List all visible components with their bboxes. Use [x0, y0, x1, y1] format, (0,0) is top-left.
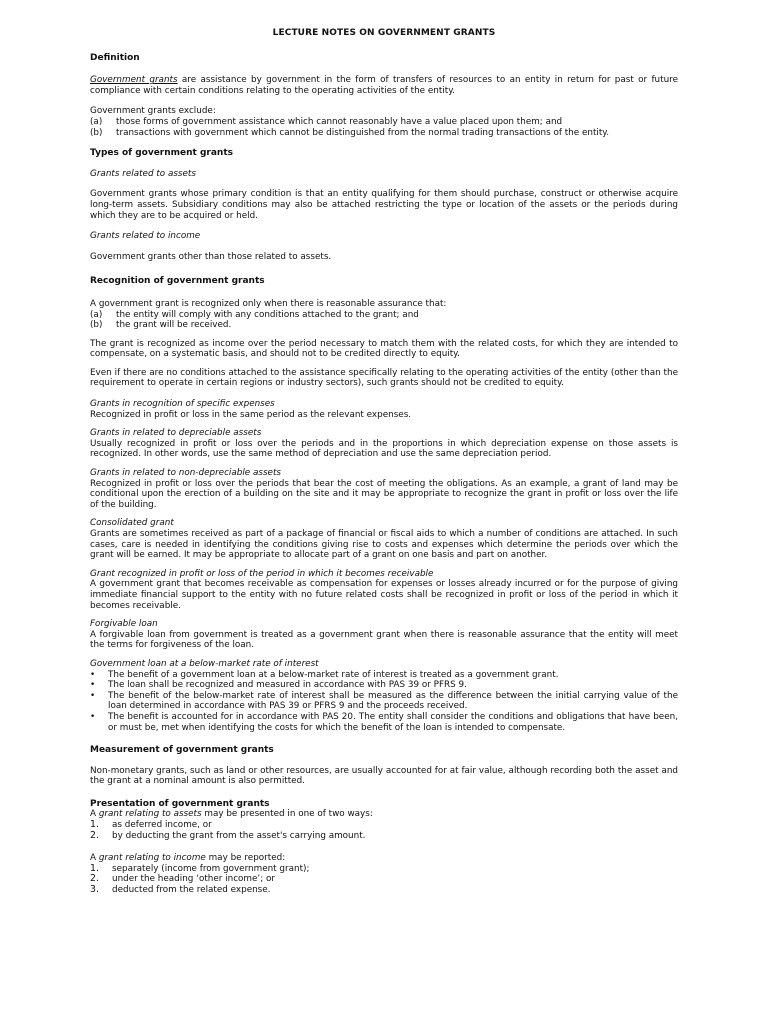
recognition-paragraph: Even if there are no conditions attached to the assistance specifically relating to the operating activities of the entity (other than the requirement to operate in certain regions or industry sectors), such grants should not be credited to equity.	[90, 367, 678, 389]
exclude-intro: Government grants exclude:	[90, 106, 216, 117]
exclude-item: (a) those forms of government assistance which cannot reasonably have a value placed upon them; and	[90, 116, 563, 127]
recognition-intro: A government grant is recognized only when there is reasonable assurance that:	[90, 298, 447, 309]
assets-paragraph: Government grants whose primary condition is that an entity qualifying for them should purchase, construct or otherwise acquire long-term assets. Subsidiary conditions may also be attached restricting the type or location of the assets or the periods during which they are to be acquired or held.	[90, 189, 678, 221]
recognition-paragraph: The grant is recognized as income over the period necessary to match them with the related costs, for which they are intended to compensate, on a systematic basis, and should not to be credited directly to equity.	[90, 338, 678, 360]
consolidated-text: Grants are sometimes received as part of a package of financial or fiscal aids to which a number of conditions are attached. In such cases, care is needed in identifying the conditions giving rise to costs and expenses which determine the periods over which the grant will be earned. It may be appropriate to allocate part of a grant on one basis and part on another.	[90, 529, 678, 561]
income-grant-term: grant relating to income	[98, 853, 206, 864]
income-paragraph: Government grants other than those related to assets.	[90, 251, 332, 262]
income-presentation-intro: A grant relating to income may be reported:	[90, 853, 286, 864]
bullet-icon: •	[90, 669, 96, 680]
bullet-icon: •	[90, 680, 96, 691]
types-heading: Types of government grants	[90, 148, 233, 159]
bullet-icon: •	[90, 690, 96, 701]
definition-text: are assistance by government in the form of transfers of resources to an entity in return for past or future compliance with certain conditions relating to the operating activities of the entity.	[90, 75, 678, 96]
assets-presentation-intro: A grant relating to assets may be presented in one of two ways:	[90, 809, 373, 820]
depreciable-text: Usually recognized in profit or loss over the periods and in the proportions in which depreciation expense on those assets is recognized. In other words, use the same method of depreciation and use the same depreciation period.	[90, 438, 678, 460]
forgivable-text: A forgivable loan from government is treated as a government grant when there is reasonable assurance that the entity will meet the terms for forgiveness of the loan.	[90, 629, 678, 651]
measurement-text: Non-monetary grants, such as land or other resources, are usually accounted for at fair value, although recording both the asset and the grant at a nominal amount is also permitted.	[90, 765, 678, 787]
receivable-text: A government grant that becomes receivable as compensation for expenses or losses already incurred or for the purpose of giving immediate financial support to the entity with no future related costs shall be recognized in profit or loss of the period in which it becomes receivable.	[90, 579, 678, 611]
non-depreciable-subheading: Grants in related to non-depreciable assets	[90, 468, 282, 479]
list-item: • The benefit of a government loan at a below-market rate of interest is treated as a government grant.	[90, 669, 559, 680]
list-item: 1. as deferred income, or	[90, 819, 212, 831]
document-title: LECTURE NOTES ON GOVERNMENT GRANTS	[272, 28, 496, 38]
definition-paragraph	[90, 75, 678, 96]
receivable-subheading: Grant recognized in profit or loss of the period in which it becomes receivable	[90, 568, 434, 579]
specific-expenses-subheading: Grants in recognition of specific expenses	[90, 399, 275, 410]
document-page	[90, 28, 678, 896]
non-depreciable-text: Recognized in profit or loss over the periods that bear the cost of meeting the obligations. As an example, a grant of land may be conditional upon the erection of a building on the site and it may be appropriate to recognize the grant in profit or loss over the life of the building.	[90, 478, 678, 510]
definition-term: Government grants	[90, 75, 178, 86]
list-item: • The benefit of the below-market rate of interest shall be measured as the difference between the initial carrying value of the loan determined in accordance with PAS 39 or PFRS 9 and the proceeds received.	[90, 690, 678, 712]
list-item: 1. separately (income from government grant);	[90, 862, 310, 874]
recognition-item: (a) the entity will comply with any conditions attached to the grant; and	[90, 309, 419, 320]
list-item: • The benefit is accounted for in accordance with PAS 20. The entity shall consider the conditions and obligations that have been, or must be, met when identifying the costs for which the benefit of the loan is intended to compensate.	[90, 711, 678, 733]
specific-expenses-text: Recognized in profit or loss in the same period as the relevant expenses.	[90, 409, 412, 420]
definition-heading: Definition	[90, 52, 140, 63]
below-market-subheading: Government loan at a below-market rate of interest	[90, 658, 319, 669]
consolidated-subheading: Consolidated grant	[90, 518, 174, 529]
income-subheading: Grants related to income	[90, 231, 201, 242]
list-item: 2. under the heading ‘other income’; or	[90, 873, 275, 885]
exclude-item: (b) transactions with government which cannot be distinguished from the normal trading transactions of the entity.	[90, 127, 610, 138]
recognition-item: (b) the grant will be received.	[90, 320, 232, 331]
list-item: • The loan shall be recognized and measured in accordance with PAS 39 or PFRS 9.	[90, 680, 467, 691]
assets-grant-term: grant relating to assets	[98, 809, 202, 820]
forgivable-subheading: Forgivable loan	[90, 619, 158, 630]
presentation-heading: Presentation of government grants	[90, 798, 270, 809]
assets-subheading: Grants related to assets	[90, 168, 196, 179]
depreciable-subheading: Grants in related to depreciable assets	[90, 428, 262, 439]
measurement-heading: Measurement of government grants	[90, 745, 274, 756]
recognition-heading: Recognition of government grants	[90, 276, 265, 287]
list-item: 2. by deducting the grant from the asset's carrying amount.	[90, 829, 366, 841]
bullet-icon: •	[90, 711, 96, 722]
list-item: 3. deducted from the related expense.	[90, 884, 271, 896]
